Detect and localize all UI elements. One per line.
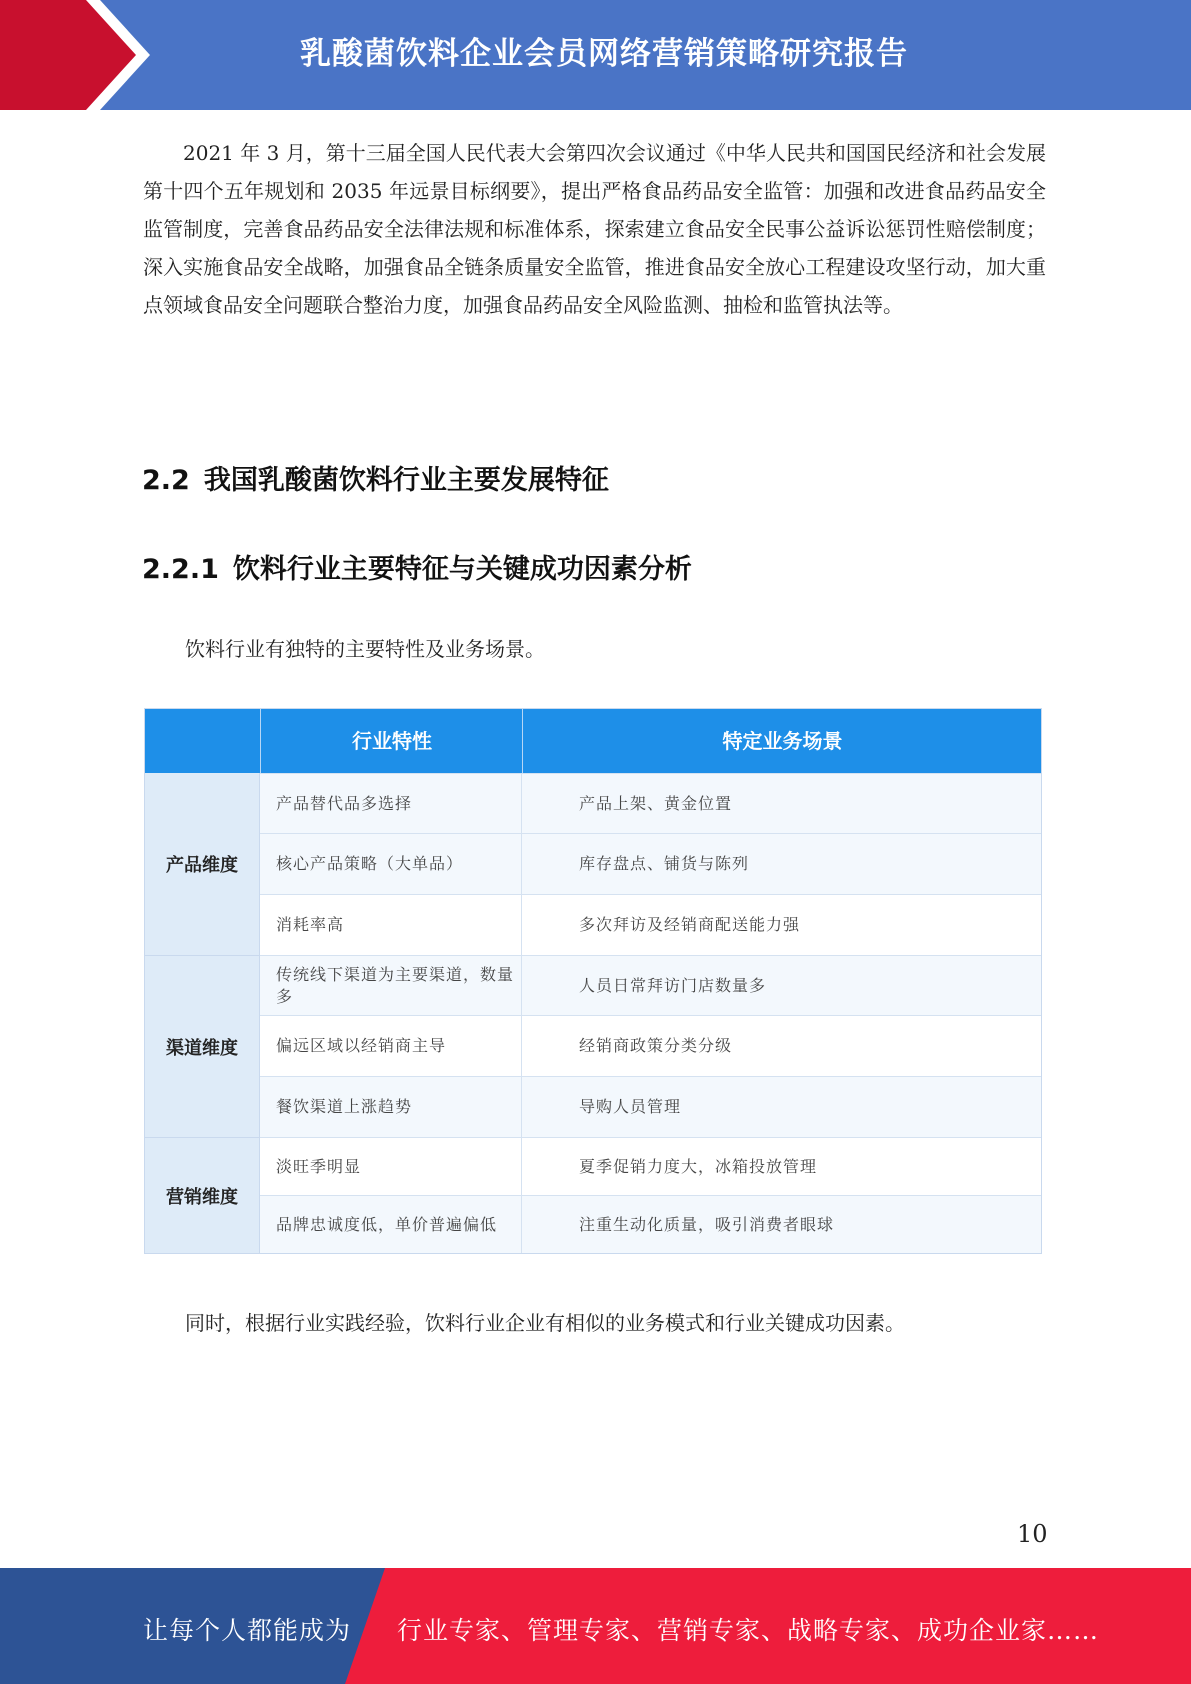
body-paragraph-3: 同时，根据行业实践经验，饮料行业企业有相似的业务模式和行业关键成功因素。 — [185, 1311, 905, 1335]
page-header — [0, 0, 1191, 110]
table-cell-trait: 淡旺季明显 — [260, 1138, 522, 1195]
table-row — [260, 1137, 1041, 1195]
table-row — [260, 833, 1041, 894]
section-number: 2.2 — [142, 465, 190, 496]
page-footer — [0, 1568, 1191, 1684]
report-title: 乳酸菌饮料企业会员网络营销策略研究报告 — [300, 36, 908, 72]
section-number: 2.2.1 — [142, 554, 219, 585]
group-label-channel: 渠道维度 — [145, 955, 260, 1137]
table-header-row — [145, 709, 1041, 773]
table-cell-trait: 品牌忠诚度低，单价普遍偏低 — [260, 1196, 522, 1253]
section-heading-2-2 — [142, 458, 609, 497]
body-paragraph-1: 2021 年 3 月，第十三届全国人民代表大会第四次会议通过《中华人民共和国国民经济和社会发展第十四个五年规划和 2035 年远景目标纲要》，提出严格食品药品安全监管：加强和改进食品药品安全监管制度，完善食品药品安全法律法规和标准体系，探索建立食品安全民事公益诉讼惩罚性赔偿制度；深入实施食品安全战略，加强食品全链条质量安全监管，推进食品安全放心工程建设攻坚行动，加大重点领域食品安全问题联合整治力度，加强食品药品安全风险监测、抽检和监管执法等。 — [143, 141, 1046, 317]
table-row — [260, 773, 1041, 833]
table-row — [260, 1076, 1041, 1137]
table-cell-scenario: 经销商政策分类分级 — [579, 1036, 733, 1055]
footer-slogan-right: 行业专家、管理专家、营销专家、战略专家、成功企业家…… — [397, 1616, 1100, 1645]
page-number: 10 — [1017, 1520, 1048, 1548]
table-cell-scenario: 夏季促销力度大，冰箱投放管理 — [579, 1156, 818, 1176]
table-cell-scenario: 产品上架、黄金位置 — [579, 793, 733, 813]
table-cell-scenario: 人员日常拜访门店数量多 — [579, 975, 767, 995]
section-title: 饮料行业主要特征与关键成功因素分析 — [232, 554, 692, 585]
table-cell-scenario: 导购人员管理 — [579, 1097, 682, 1116]
table-header-industry-traits: 行业特性 — [260, 709, 523, 773]
table-cell-trait: 产品替代品多选择 — [260, 774, 522, 833]
table-cell-trait: 餐饮渠道上涨趋势 — [260, 1077, 522, 1137]
table-header-business-scenarios: 特定业务场景 — [522, 709, 1042, 773]
table-cell-scenario: 注重生动化质量，吸引消费者眼球 — [579, 1214, 835, 1234]
table-cell-scenario: 多次拜访及经销商配送能力强 — [579, 915, 801, 934]
table-row — [260, 955, 1041, 1015]
footer-slogan-left: 让每个人都能成为 — [143, 1616, 352, 1645]
body-paragraph-2: 饮料行业有独特的主要特性及业务场景。 — [185, 637, 545, 661]
section-title: 我国乳酸菌饮料行业主要发展特征 — [203, 465, 609, 496]
section-heading-2-2-1 — [142, 547, 692, 586]
chevron-arrow-icon — [0, 0, 160, 110]
table-cell-trait: 传统线下渠道为主要渠道，数量多 — [260, 956, 522, 1015]
table-row — [260, 894, 1041, 955]
characteristics-table — [144, 708, 1042, 1254]
table-cell-trait: 偏远区域以经销商主导 — [260, 1016, 522, 1076]
table-cell-trait: 消耗率高 — [260, 895, 522, 955]
table-row — [260, 1015, 1041, 1076]
group-label-product: 产品维度 — [145, 773, 260, 955]
table-cell-trait: 核心产品策略（大单品） — [260, 834, 522, 894]
table-cell-scenario: 库存盘点、铺货与陈列 — [579, 854, 750, 873]
group-label-marketing: 营销维度 — [145, 1137, 260, 1253]
table-row — [260, 1195, 1041, 1253]
